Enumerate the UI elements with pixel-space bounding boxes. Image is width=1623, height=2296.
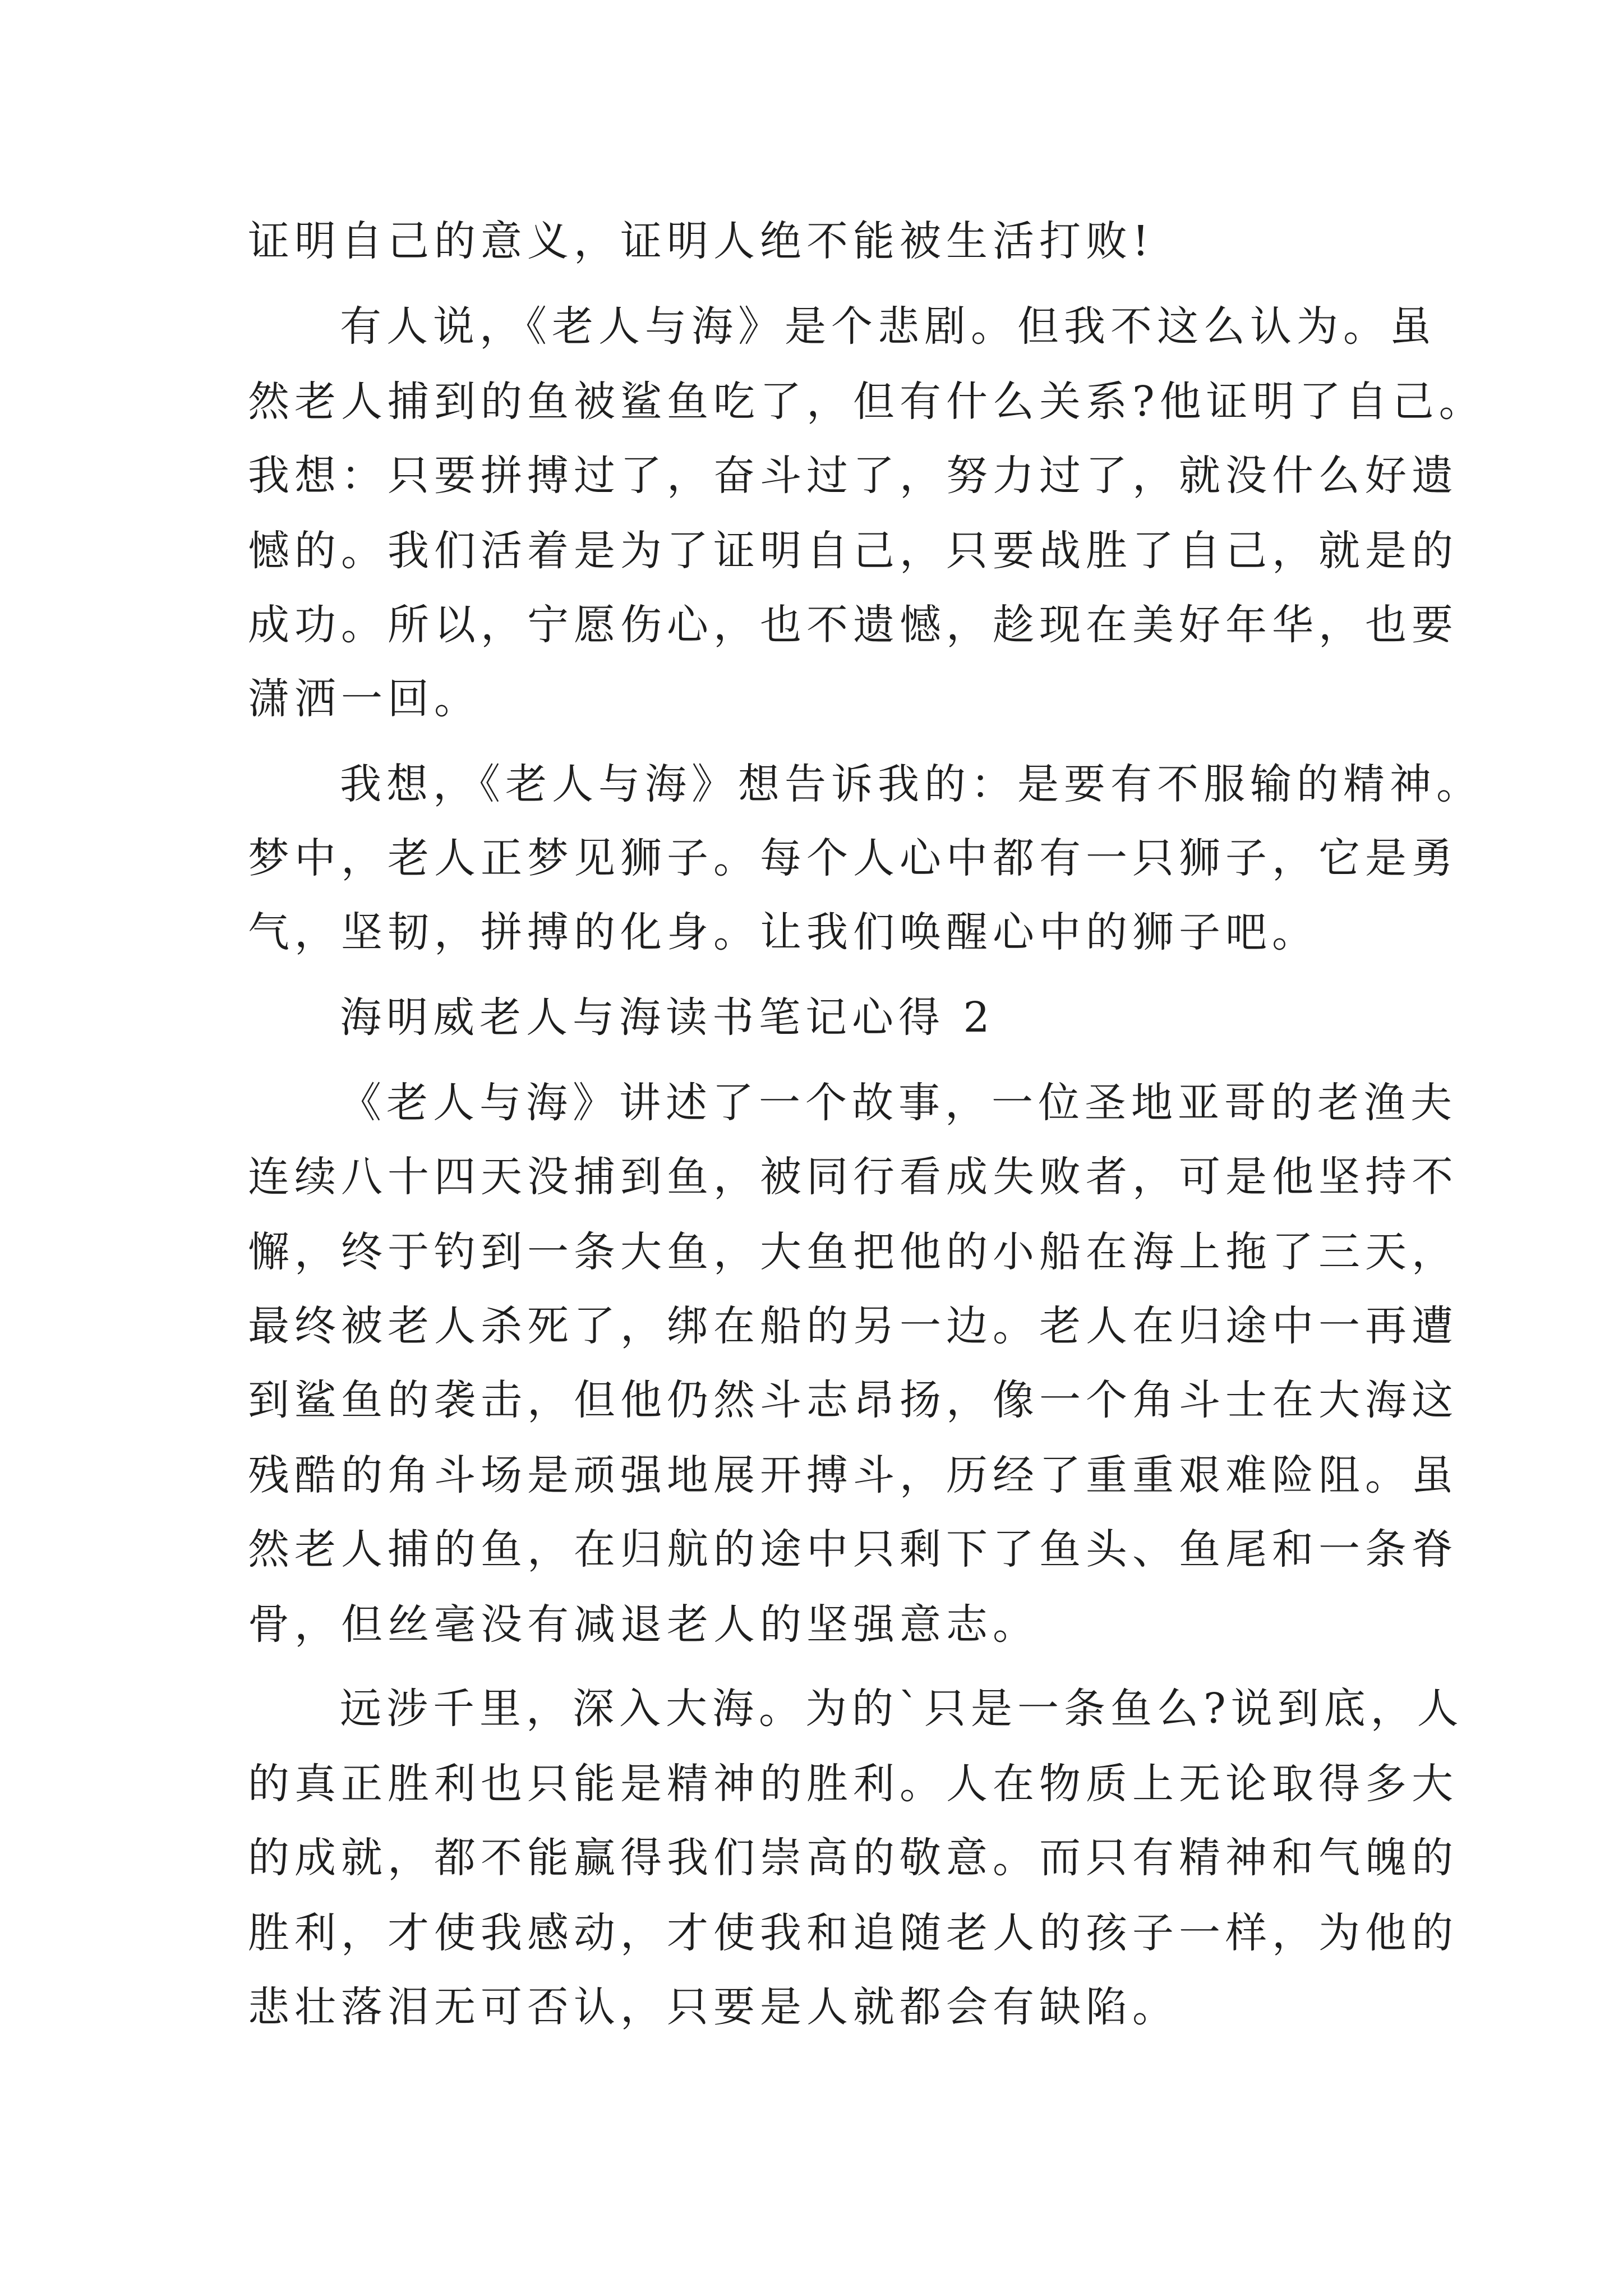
text-line-14: 懈，终于钓到一条大鱼，大鱼把他的小船在海上拖了三天，	[248, 1228, 1458, 1276]
text-line-22: 的成就，都不能赢得我们崇高的敬意。而只有精神和气魄的	[248, 1834, 1458, 1882]
text-line-16: 到鲨鱼的袭击，但他仍然斗志昂扬，像一个角斗士在大海这	[248, 1376, 1458, 1424]
text-line-9: 梦中，老人正梦见狮子。每个人心中都有一只狮子，它是勇	[248, 834, 1458, 882]
text-line-20: 远涉千里，深入大海。为的`只是一条鱼么?说到底，人	[340, 1685, 1464, 1733]
text-line-17: 残酷的角斗场是顽强地展开搏斗，历经了重重艰难险阻。虽	[248, 1451, 1458, 1499]
text-line-23: 胜利，才使我感动，才使我和追随老人的孩子一样，为他的	[248, 1909, 1458, 1957]
text-line-6: 成功。所以，宁愿伤心，也不遗憾，趁现在美好年华，也要	[248, 601, 1458, 649]
text-line-8: 我想，《老人与海》想告诉我的：是要有不服输的精神。	[340, 760, 1483, 808]
text-line-5: 憾的。我们活着是为了证明自己，只要战胜了自己，就是的	[248, 527, 1458, 575]
text-line-10: 气，坚韧，拼搏的化身。让我们唤醒心中的狮子吧。	[248, 908, 1318, 956]
text-line-24: 悲壮落泪无可否认，只要是人就都会有缺陷。	[248, 1983, 1179, 2031]
text-line-3: 然老人捕到的鱼被鲨鱼吃了，但有什么关系?他证明了自己。	[248, 378, 1486, 426]
text-line-2: 有人说，《老人与海》是个悲剧。但我不这么认为。虽	[340, 302, 1436, 351]
text-line-12: 《老人与海》讲述了一个故事，一位圣地亚哥的老渔夫	[340, 1079, 1457, 1127]
text-line-7: 潇洒一回。	[248, 675, 481, 723]
text-line-15: 最终被老人杀死了，绑在船的另一边。老人在归途中一再遭	[248, 1302, 1458, 1350]
text-line-4: 我想：只要拼搏过了，奋斗过了，努力过了，就没什么好遗	[248, 452, 1458, 500]
text-line-18: 然老人捕的鱼，在归航的途中只剩下了鱼头、鱼尾和一条脊	[248, 1525, 1458, 1573]
text-line-13: 连续八十四天没捕到鱼，被同行看成失败者，可是他坚持不	[248, 1153, 1458, 1201]
text-line-1: 证明自己的意义，证明人绝不能被生活打败!	[248, 217, 1154, 265]
text-line-21: 的真正胜利也只能是精神的胜利。人在物质上无论取得多大	[248, 1760, 1458, 1808]
section-heading: 海明威老人与海读书笔记心得 2	[340, 993, 995, 1042]
text-line-19: 骨，但丝毫没有减退老人的坚强意志。	[248, 1600, 1039, 1649]
